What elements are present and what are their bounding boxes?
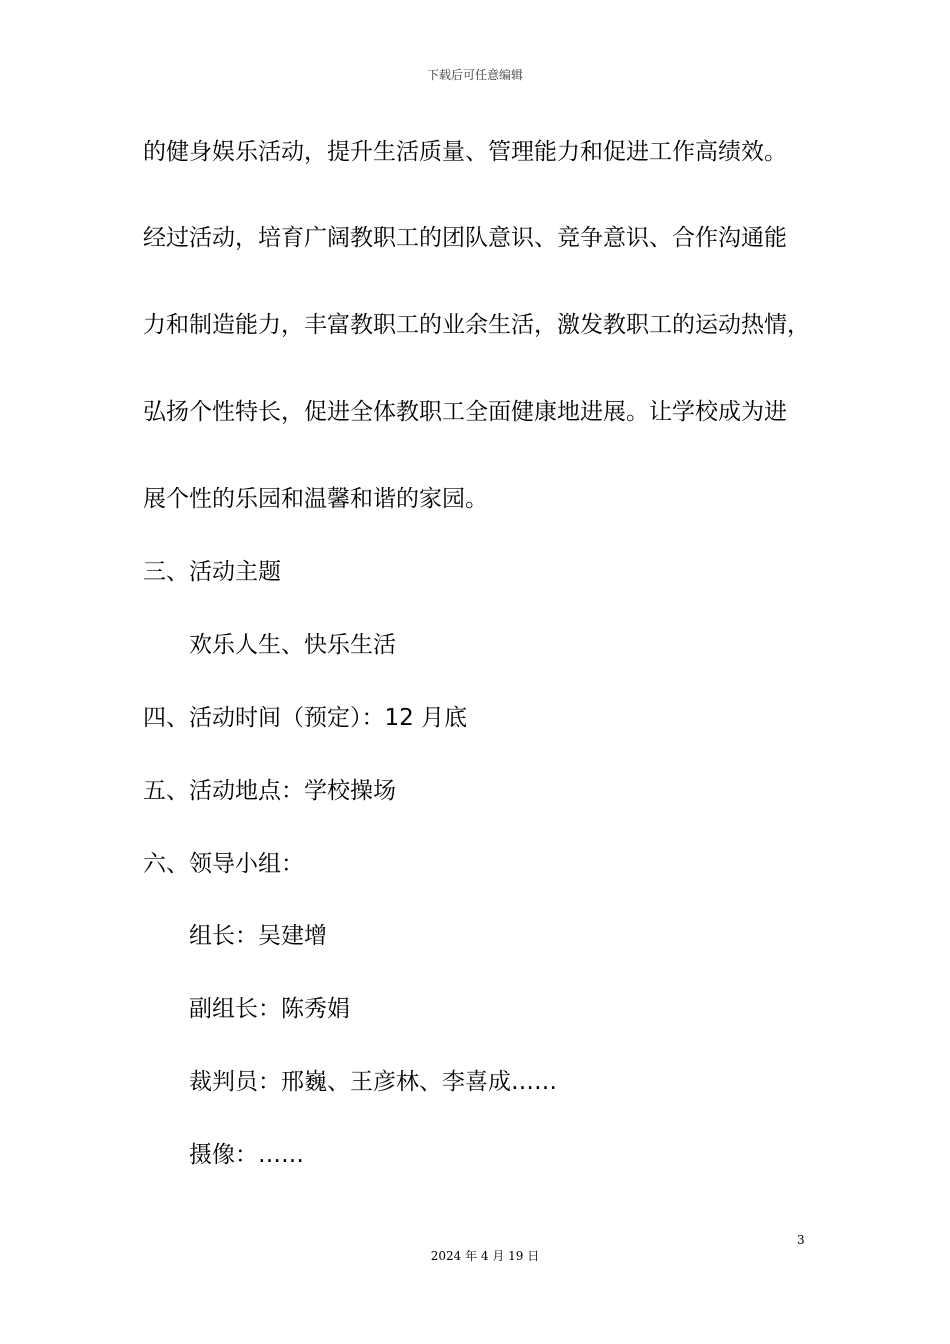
- section-place: 五、活动地点：学校操场: [143, 778, 396, 804]
- referee-item: 裁判员：邢巍、王彦林、李喜成……: [189, 1069, 557, 1095]
- paragraph-line-1: 的健身娱乐活动，提升生活质量、管理能力和促进工作高绩效。: [143, 139, 787, 165]
- section-theme-heading: 三、活动主题: [143, 559, 281, 585]
- paragraph-line-3: 力和制造能力，丰富教职工的业余生活，激发教职工的运动热情，: [143, 312, 810, 338]
- page-number: 3: [797, 1233, 805, 1247]
- paragraph-line-2: 经过活动，培育广阔教职工的团队意识、竞争意识、合作沟通能: [143, 225, 787, 251]
- page-header: 下载后可任意编辑: [426, 68, 523, 82]
- leader-item: 组长：吴建增: [189, 923, 327, 949]
- paragraph-line-4: 弘扬个性特长，促进全体教职工全面健康地进展。让学校成为进: [143, 399, 787, 425]
- paragraph-line-5: 展个性的乐园和温馨和谐的家园。: [143, 486, 488, 512]
- deputy-leader-item: 副组长：陈秀娟: [189, 996, 350, 1022]
- page-footer-date: 2024 年 4 月 19 日: [430, 1249, 540, 1263]
- section-time: 四、活动时间（预定）：12 月底: [143, 705, 468, 731]
- section-leadership-heading: 六、领导小组：: [143, 851, 304, 877]
- camera-item: 摄像：……: [189, 1142, 304, 1168]
- section-theme-content: 欢乐人生、快乐生活: [189, 632, 396, 658]
